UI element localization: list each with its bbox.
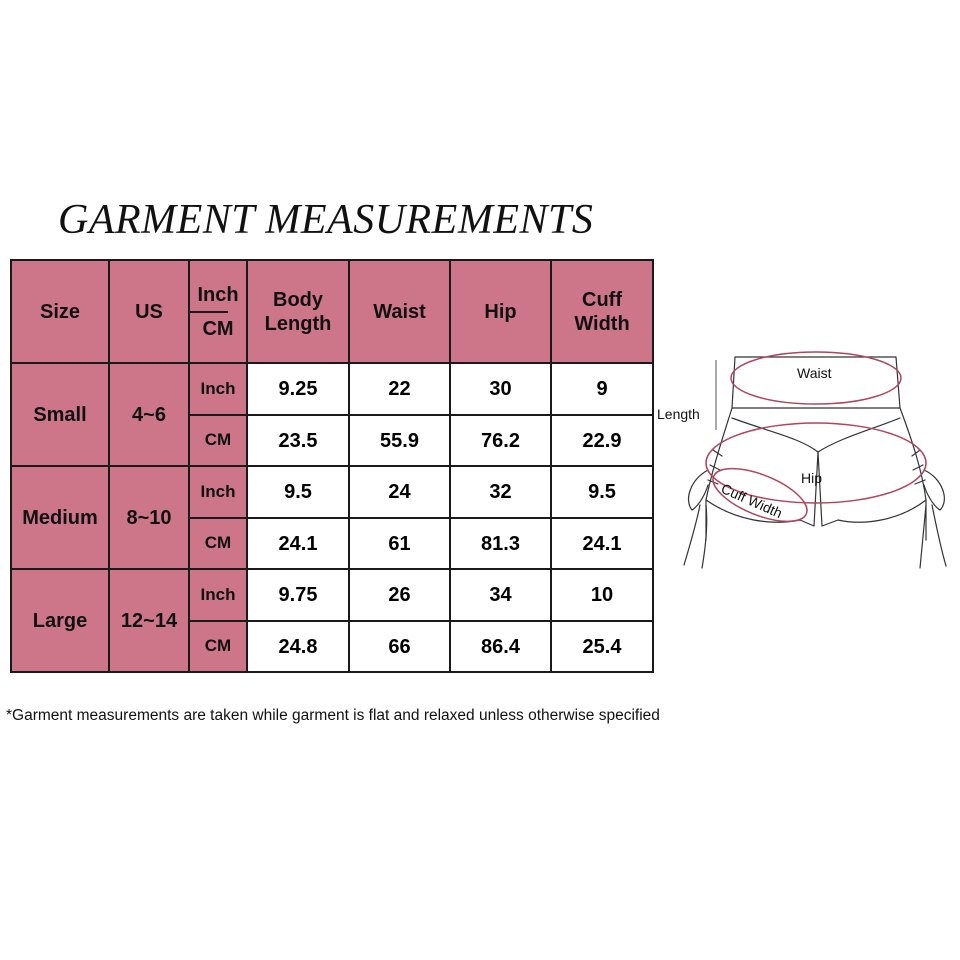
waist-cell: 55.9: [349, 415, 450, 466]
header-us: US: [109, 260, 189, 363]
body-length-cell: 9.75: [247, 569, 349, 621]
unit-cell: Inch: [189, 363, 247, 415]
unit-cell: Inch: [189, 466, 247, 518]
cuff-width-label: Cuff Width: [718, 480, 785, 522]
body-length-cell: 9.25: [247, 363, 349, 415]
header-size: Size: [11, 260, 109, 363]
hip-cell: 34: [450, 569, 551, 621]
header-body-length-line1: Body: [273, 288, 323, 311]
hip-cell: 76.2: [450, 415, 551, 466]
waist-label: Waist: [797, 365, 832, 381]
header-body-length: [247, 260, 349, 363]
hip-label: Hip: [801, 470, 823, 486]
size-cell: Large: [11, 569, 109, 672]
hip-cell: 86.4: [450, 621, 551, 672]
table-header-row: [11, 260, 653, 363]
header-unit-cm: CM: [202, 317, 234, 340]
body-length-cell: 24.8: [247, 621, 349, 672]
header-cuff-width-line1: Cuff: [582, 288, 622, 311]
cuff-width-cell: 10: [551, 569, 653, 621]
body-length-cell: 23.5: [247, 415, 349, 466]
hip-cell: 81.3: [450, 518, 551, 569]
cuff-width-cell: 24.1: [551, 518, 653, 569]
hip-cell: 32: [450, 466, 551, 518]
waist-cell: 66: [349, 621, 450, 672]
shorts-measurement-diagram: [650, 340, 960, 580]
table-row: [11, 569, 653, 621]
waist-cell: 26: [349, 569, 450, 621]
body-length-cell: 9.5: [247, 466, 349, 518]
waist-cell: 22: [349, 363, 450, 415]
cuff-width-cell: 9.5: [551, 466, 653, 518]
length-label: Length: [657, 406, 700, 422]
unit-cell: Inch: [189, 569, 247, 621]
table-row: [11, 363, 653, 415]
header-cuff-width: [551, 260, 653, 363]
page-title: GARMENT MEASUREMENTS: [58, 197, 594, 243]
footnote: *Garment measurements are taken while garment is flat and relaxed unless otherwise specified: [6, 707, 660, 724]
header-body-length-line2: Length: [264, 312, 332, 335]
size-cell: Medium: [11, 466, 109, 569]
us-size-cell: 4~6: [109, 363, 189, 466]
cuff-width-cell: 9: [551, 363, 653, 415]
waist-cell: 61: [349, 518, 450, 569]
size-chart-table: [10, 259, 654, 673]
hip-cell: 30: [450, 363, 551, 415]
cuff-width-cell: 25.4: [551, 621, 653, 672]
shorts-illustration: [684, 357, 946, 568]
unit-cell: CM: [189, 415, 247, 466]
header-hip: Hip: [450, 260, 551, 363]
header-unit-divider: [188, 311, 228, 313]
table-row: [11, 466, 653, 518]
body-length-cell: 24.1: [247, 518, 349, 569]
unit-cell: CM: [189, 518, 247, 569]
unit-cell: CM: [189, 621, 247, 672]
header-unit-inch: Inch: [197, 283, 239, 306]
header-cuff-width-line2: Width: [574, 312, 630, 335]
header-unit: [189, 260, 247, 363]
size-cell: Small: [11, 363, 109, 466]
us-size-cell: 12~14: [109, 569, 189, 672]
us-size-cell: 8~10: [109, 466, 189, 569]
waist-cell: 24: [349, 466, 450, 518]
cuff-width-cell: 22.9: [551, 415, 653, 466]
header-waist: Waist: [349, 260, 450, 363]
